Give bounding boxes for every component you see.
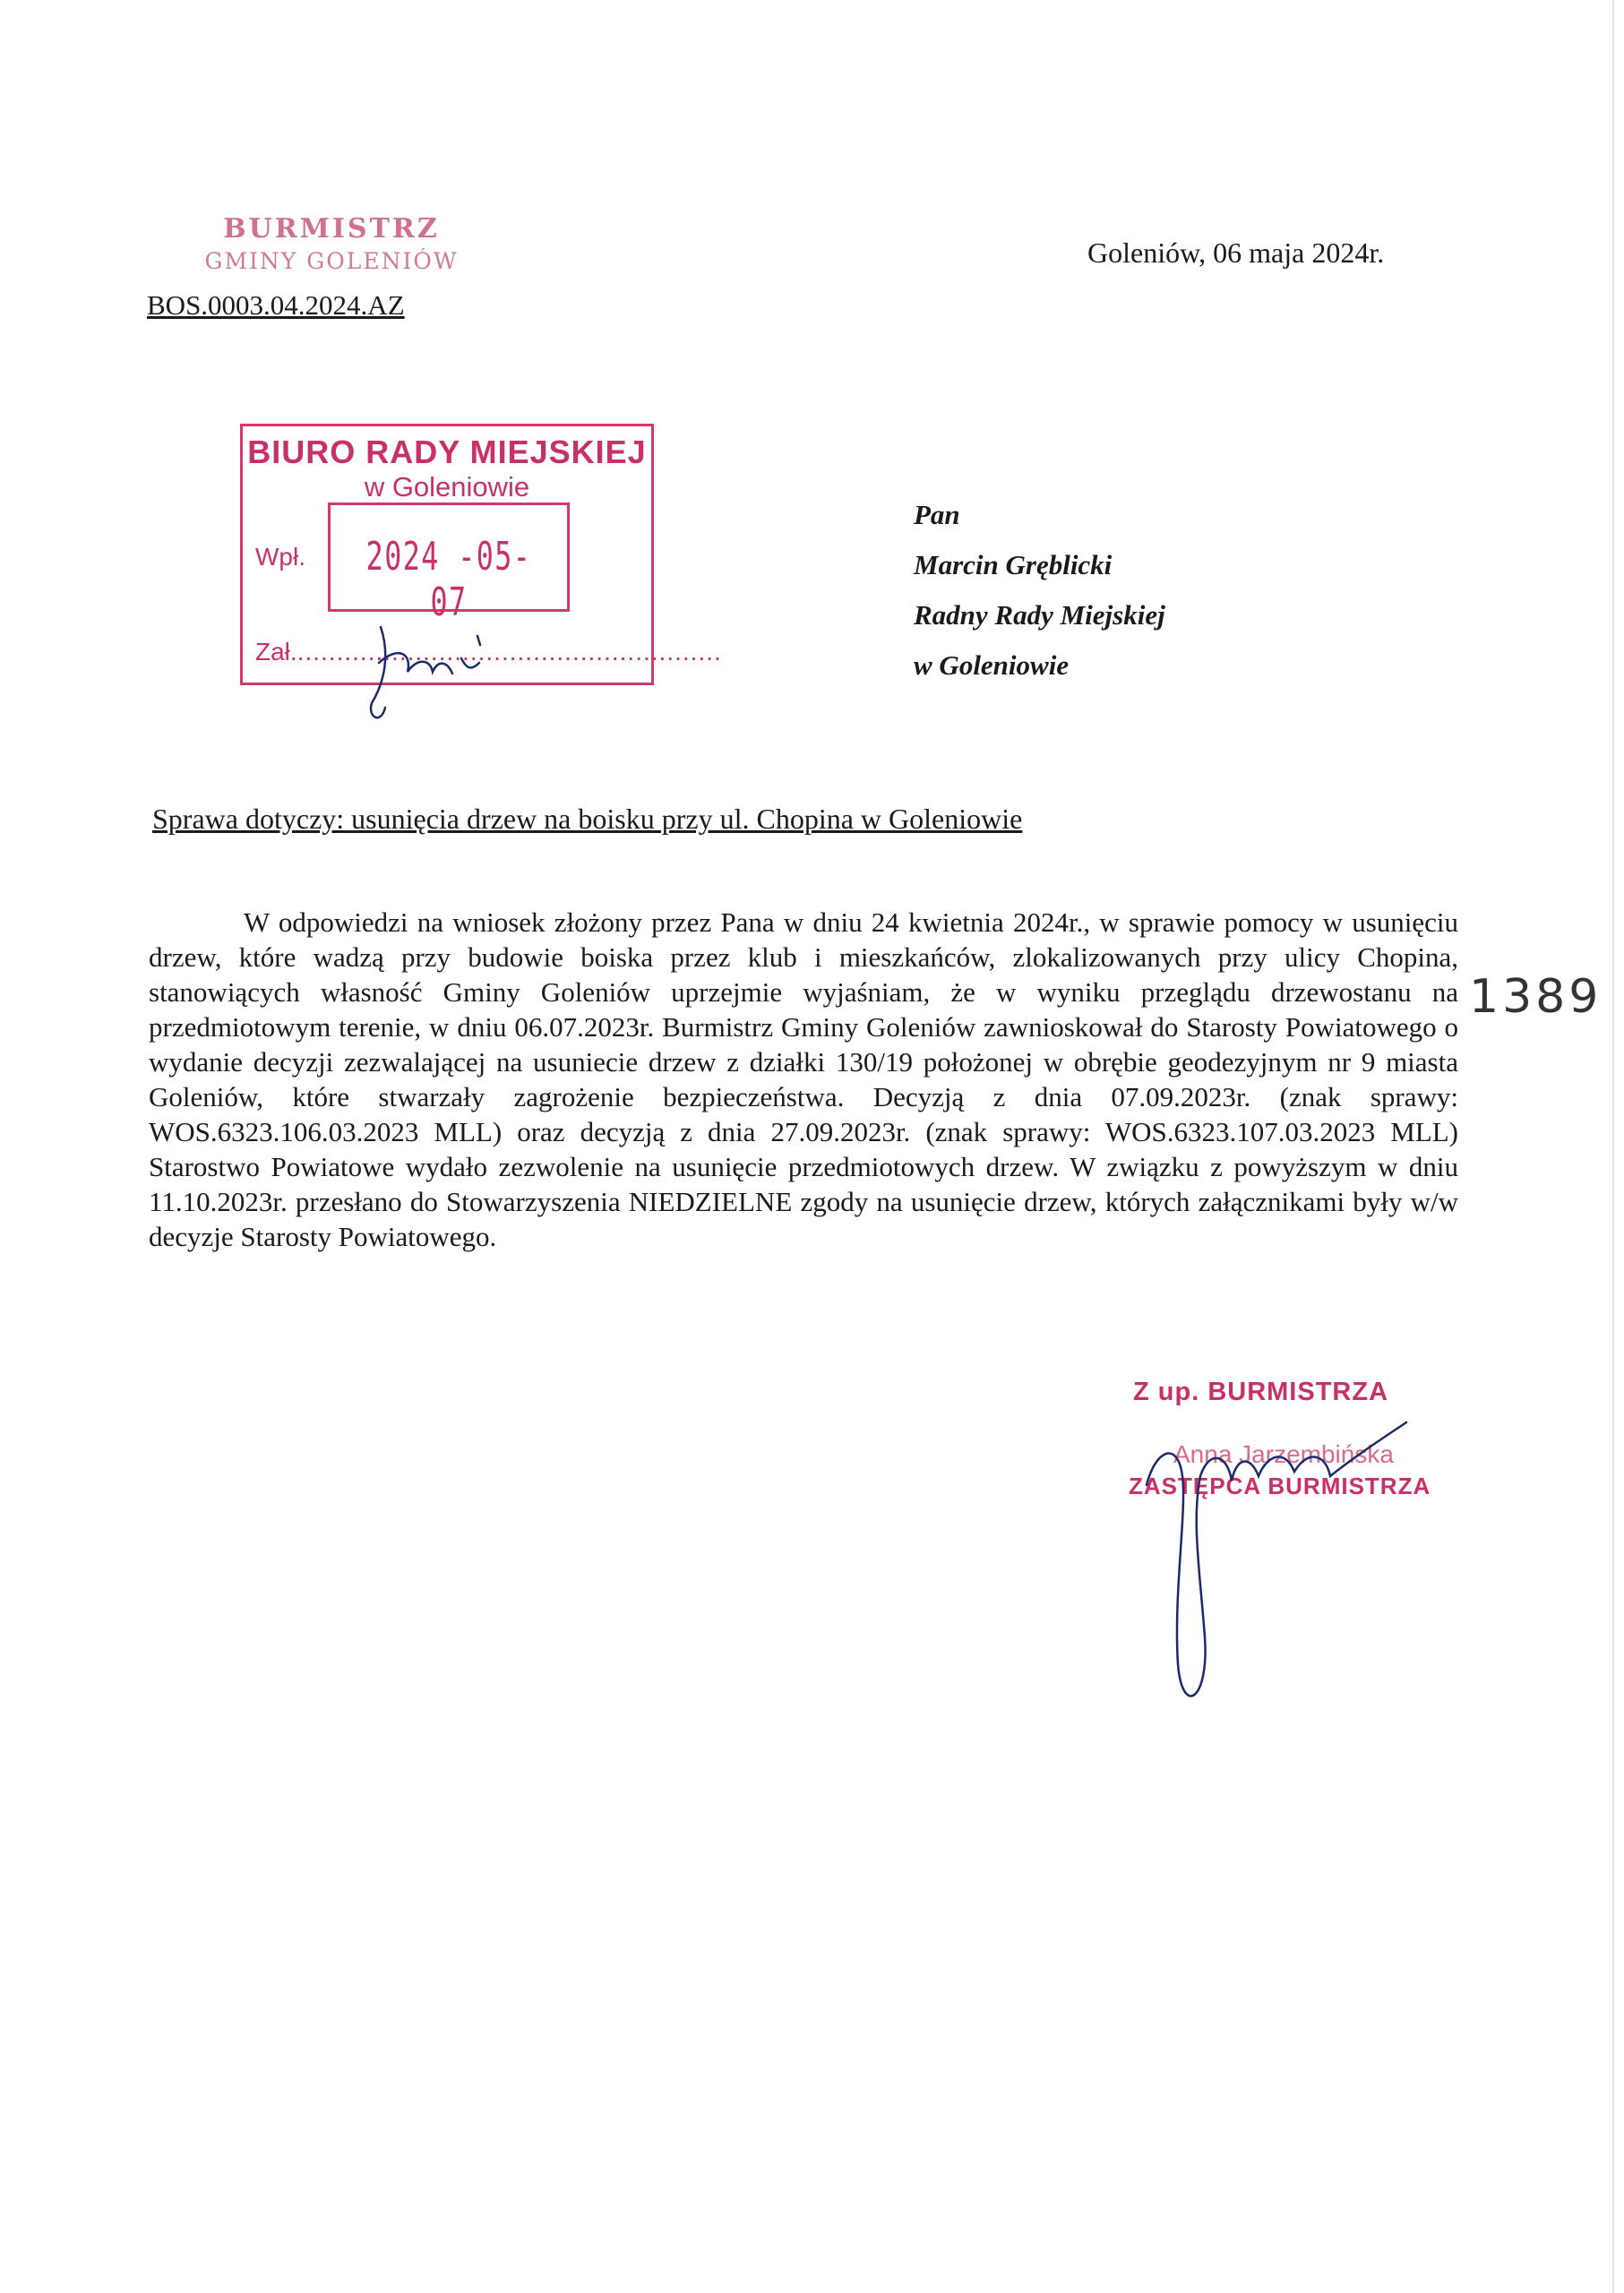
body-paragraph: W odpowiedzi na wniosek złożony przez Pana w dniu 24 kwietnia 2024r., w sprawie pomocy w usunięciu drzew, które wadzą przy budowie boiska przez klub i mieszkańców, zlokalizowanych przy ulicy Chopina, stanowiących własność Gminy Goleniów uprzejmie wyjaśniam, że w wyniku przeglądu drzewostanu na przedmiotowym terenie, w dniu 06.07.2023r. Burmistrz Gminy Goleniów zawnioskował do Starosty Powiatowego o wydanie decyzji zezwalającej na usuniecie drzew z działki 130/19 położonej w obrębie geodezyjnym nr 9 miasta Goleniów, które stwarzały zagrożenie bezpieczeństwa. Decyzją z dnia 07.09.2023r. (znak sprawy: WOS.6323.106.03.2023 MLL) oraz decyzją z dnia 27.09.2023r. (znak sprawy: WOS.6323.107.03.2023 MLL) Starostwo Powiatowe wydało zezwolenie na usunięcie przedmiotowych drzew. W związku z powyższym w dniu 11.10.2023r. przesłano do Stowarzyszenia NIEDZIELNE zgody na usunięcie drzew, których załącznikami były w/w decyzje Starosty Powiatowego. [149,906,1458,1252]
attachments-dots: ...................................................... [296,638,722,666]
addressee-role: Radny Rady Miejskiej [914,599,1165,631]
registry-stamp-title: BIURO RADY MIEJSKIEJ [247,434,647,470]
handwritten-signature-icon [1093,1413,1451,1736]
reference-number: BOS.0003.04.2024.AZ [147,289,405,321]
signature-block [1093,1378,1451,1736]
office-stamp-line1: BURMISTRZ [223,213,440,245]
received-date: 2024 -05- 07 [365,534,532,625]
margin-handwritten-number: 1389 [1469,970,1603,1024]
on-behalf-label: Z up. BURMISTRZA [1133,1378,1389,1406]
subject-line: Sprawa dotyczy: usunięcia drzew na boisku przy ul. Chopina w Goleniowie [152,803,1023,835]
signatory-title: ZASTĘPCA BURMISTRZA [1129,1473,1431,1499]
addressee-salutation: Pan [914,499,960,530]
place-and-date: Goleniów, 06 maja 2024r. [1087,236,1385,269]
office-stamp-line2: GMINY GOLENIÓW [204,248,459,274]
registry-stamp-subtitle: w Goleniowie [364,471,530,502]
received-date-box [328,502,570,625]
registry-initials-signature-icon [363,618,515,734]
office-stamp [179,213,484,274]
signatory-name: Anna Jarzembińska [1173,1440,1394,1468]
addressee-place: w Goleniowie [914,649,1070,681]
page-edge [1612,0,1614,2293]
attachments-label: Zał. [255,638,297,666]
received-label: Wpł. [255,543,305,571]
addressee-name: Marcin Gręblicki [914,549,1113,580]
letter-body [149,905,1458,1254]
addressee-block [914,490,1165,691]
